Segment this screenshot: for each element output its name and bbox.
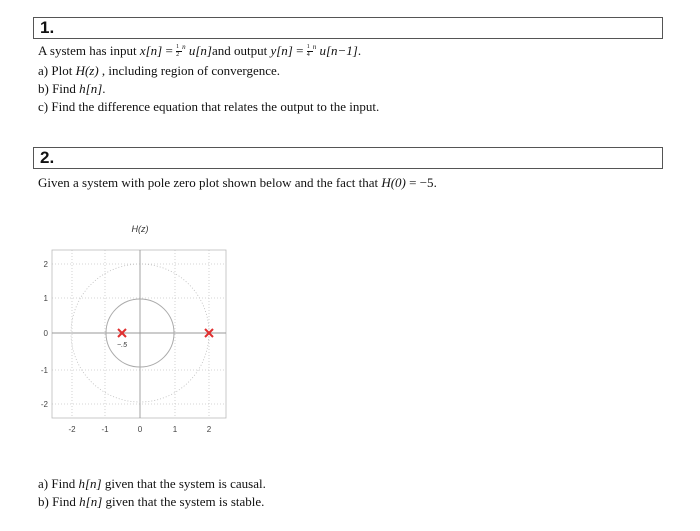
- q1-frac1: [176, 44, 182, 59]
- xtick-label-3: 1: [172, 425, 178, 434]
- xtick-label-4: 2: [206, 425, 212, 434]
- q1-frac2-num: 1: [306, 44, 310, 51]
- q2-part-b-suffix: given that the system is stable.: [105, 494, 265, 509]
- q1-part-c-text: c) Find the difference equation that relates the output to the input.: [38, 99, 380, 114]
- q2-part-b: [38, 494, 264, 510]
- q1-part-a-suffix: , including region of convergence.: [101, 63, 281, 78]
- q1-frac1-den: 2: [176, 52, 180, 59]
- q2-part-a-prefix: a) Find: [38, 476, 76, 491]
- ytick-label-0: 2: [43, 260, 48, 269]
- ytick-label-1: 1: [43, 294, 48, 303]
- xtick-label-0: -2: [68, 425, 76, 434]
- ytick-label-3: -1: [40, 366, 48, 375]
- q1-un: u[n]: [188, 43, 212, 58]
- ytick-label-4: -2: [40, 400, 48, 409]
- grid: [52, 250, 226, 418]
- x-tick-labels: [68, 425, 211, 434]
- q1-header: [33, 17, 663, 39]
- q2-period: .: [433, 175, 437, 190]
- q1-part-c: [38, 99, 379, 115]
- q2-h0: H(0): [381, 175, 406, 190]
- q1-part-b-period: .: [102, 81, 106, 96]
- q1-output-text: and output: [211, 43, 268, 58]
- q1-part-b: [38, 81, 106, 97]
- q2-hn-a: h[n]: [78, 476, 102, 491]
- q1-number: 1.: [40, 18, 55, 37]
- q1-frac2: [306, 44, 313, 59]
- q1-hz: H(z): [75, 63, 99, 78]
- q1-power1: n: [182, 43, 186, 51]
- y-tick-labels: [41, 260, 49, 409]
- q2-hn-b: h[n]: [79, 494, 103, 509]
- pole-zero-plot: [30, 220, 230, 450]
- q1-power2: n: [312, 43, 317, 51]
- q1-part-a-prefix: a) Plot: [38, 63, 73, 78]
- q1-frac2-den: 4: [306, 52, 310, 59]
- ytick-label-2: 0: [43, 329, 48, 338]
- q1-un1: u[n−1]: [319, 43, 358, 58]
- pole-label: −.5: [117, 342, 127, 349]
- q1-intro-line: [38, 43, 361, 59]
- q2-part-b-prefix: b) Find: [38, 494, 76, 509]
- plot-frame: [52, 250, 226, 418]
- q2-part-a-suffix: given that the system is causal.: [104, 476, 266, 491]
- q1-part-a: [38, 63, 280, 79]
- q1-eq2: =: [296, 43, 304, 58]
- q1-eq1: =: [165, 43, 173, 58]
- q2-h0-value: = −5: [409, 175, 434, 190]
- q2-part-a: [38, 476, 266, 492]
- plot-title: H(z): [131, 224, 149, 234]
- xtick-label-1: -1: [101, 425, 109, 434]
- q1-hn: h[n]: [79, 81, 103, 96]
- q2-intro-text: Given a system with pole zero plot shown below and the fact that: [38, 175, 379, 190]
- q1-y-lhs: y[n]: [270, 43, 293, 58]
- q1-part-b-prefix: b) Find: [38, 81, 76, 96]
- q2-header: [33, 147, 663, 169]
- plot-title-group: [132, 224, 149, 234]
- q2-number: 2.: [40, 148, 55, 167]
- q1-frac1-num: 1: [176, 44, 180, 51]
- q2-intro-line: [38, 175, 437, 191]
- xtick-label-2: 0: [137, 425, 143, 434]
- q1-intro-text: A system has input: [38, 43, 137, 58]
- q1-period: .: [357, 43, 362, 58]
- q1-x-lhs: x[n]: [139, 43, 163, 58]
